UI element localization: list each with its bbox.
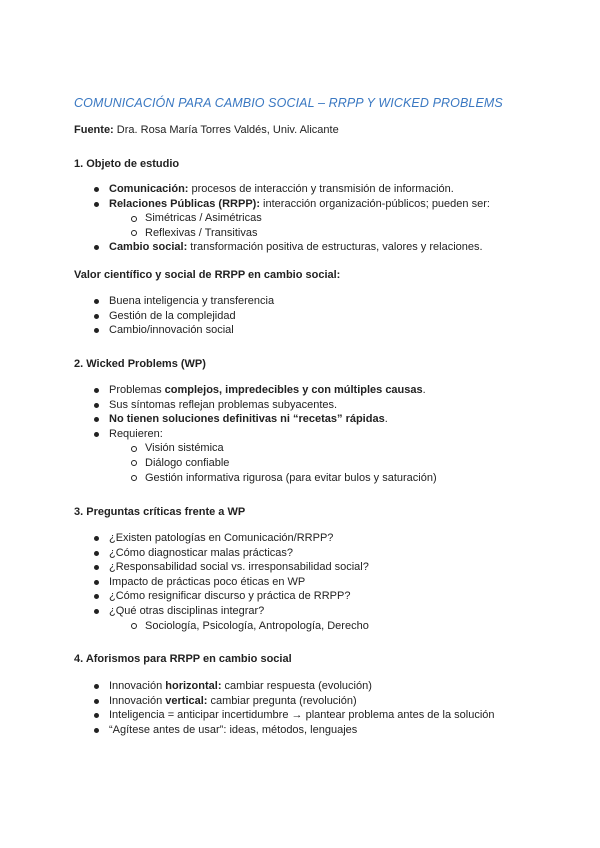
- term: Cambio social:: [109, 241, 188, 254]
- section-4-heading: 4. Aforismos para RRPP en cambio social: [74, 653, 292, 665]
- section-1-list: [93, 182, 490, 255]
- emphasis: No tienen soluciones definitivas ni “recetas” rápidas: [109, 413, 385, 426]
- text: cambiar pregunta (revolución): [207, 694, 357, 707]
- sub-list: [109, 441, 437, 485]
- section-3-heading: 3. Preguntas críticas frente a WP: [74, 506, 246, 518]
- section-1-heading: 1. Objeto de estudio: [74, 158, 180, 170]
- section-4-list: [93, 679, 495, 737]
- source-label: Fuente:: [74, 124, 114, 136]
- emphasis: horizontal:: [165, 680, 222, 692]
- list-item: ¿Cómo resignificar discurso y práctica de RRPP?: [93, 589, 369, 604]
- list-item: Cambio/innovación social: [93, 323, 274, 338]
- sub-list-item: Gestión informativa rigurosa (para evitar bulos y saturación): [109, 471, 437, 486]
- list-item: Gestión de la complejidad: [93, 309, 274, 324]
- list-item: ¿Existen patologías en Comunicación/RRPP?: [93, 531, 369, 546]
- list-item: ¿Responsabilidad social vs. irresponsabilidad social?: [93, 560, 369, 575]
- definition: interacción organización-públicos; pueden ser:: [260, 197, 490, 210]
- list-item: [93, 197, 490, 241]
- term: Relaciones Públicas (RRPP):: [109, 197, 260, 210]
- text: Innovación: [109, 680, 166, 692]
- list-item: [93, 240, 490, 255]
- list-item: [93, 383, 437, 398]
- text: Requieren:: [109, 427, 163, 440]
- list-item: [93, 604, 369, 633]
- text: Problemas: [109, 384, 165, 396]
- sub-list-item: Visión sistémica: [109, 441, 437, 456]
- valor-heading: Valor científico y social de RRPP en cambio social:: [74, 269, 341, 281]
- definition: procesos de interacción y transmisión de información.: [188, 183, 454, 195]
- list-item: [93, 694, 495, 709]
- list-item: Impacto de prácticas poco éticas en WP: [93, 575, 369, 590]
- sub-list: [109, 211, 490, 240]
- valor-list: [93, 294, 274, 338]
- list-item: Inteligencia = anticipar incertidumbre → plantear problema antes de la solución: [93, 708, 495, 723]
- source-line: [74, 124, 339, 136]
- text: ¿Qué otras disciplinas integrar?: [109, 604, 265, 617]
- section-2-heading: 2. Wicked Problems (WP): [74, 358, 206, 370]
- document-title: COMUNICACIÓN PARA CAMBIO SOCIAL – RRPP Y WICKED PROBLEMS: [74, 96, 503, 110]
- text: .: [422, 384, 426, 396]
- sub-list-item: Diálogo confiable: [109, 456, 437, 471]
- list-item: [93, 427, 437, 485]
- list-item: [93, 412, 437, 427]
- sub-list-item: Sociología, Psicología, Antropología, Derecho: [109, 619, 369, 634]
- emphasis: complejos, impredecibles y con múltiples causas: [164, 384, 423, 396]
- text: .: [384, 413, 388, 426]
- list-item: “Agítese antes de usar”: ideas, métodos, lenguajes: [93, 723, 495, 738]
- list-item: Sus síntomas reflejan problemas subyacentes.: [93, 398, 437, 413]
- list-item: Buena inteligencia y transferencia: [93, 294, 274, 309]
- list-item: [93, 679, 495, 694]
- text: Innovación: [109, 694, 166, 707]
- source-text: Dra. Rosa María Torres Valdés, Univ. Alicante: [113, 124, 339, 136]
- term: Comunicación:: [109, 183, 189, 195]
- sub-list-item: Reflexivas / Transitivas: [109, 226, 490, 241]
- sub-list-item: Simétricas / Asimétricas: [109, 211, 490, 226]
- list-item: [93, 182, 490, 197]
- definition: transformación positiva de estructuras, valores y relaciones.: [187, 241, 483, 254]
- section-2-list: [93, 383, 437, 485]
- section-3-list: [93, 531, 369, 633]
- sub-list: [109, 619, 369, 634]
- list-item: ¿Cómo diagnosticar malas prácticas?: [93, 546, 369, 561]
- emphasis: vertical:: [165, 694, 208, 707]
- text: cambiar respuesta (evolución): [221, 680, 372, 692]
